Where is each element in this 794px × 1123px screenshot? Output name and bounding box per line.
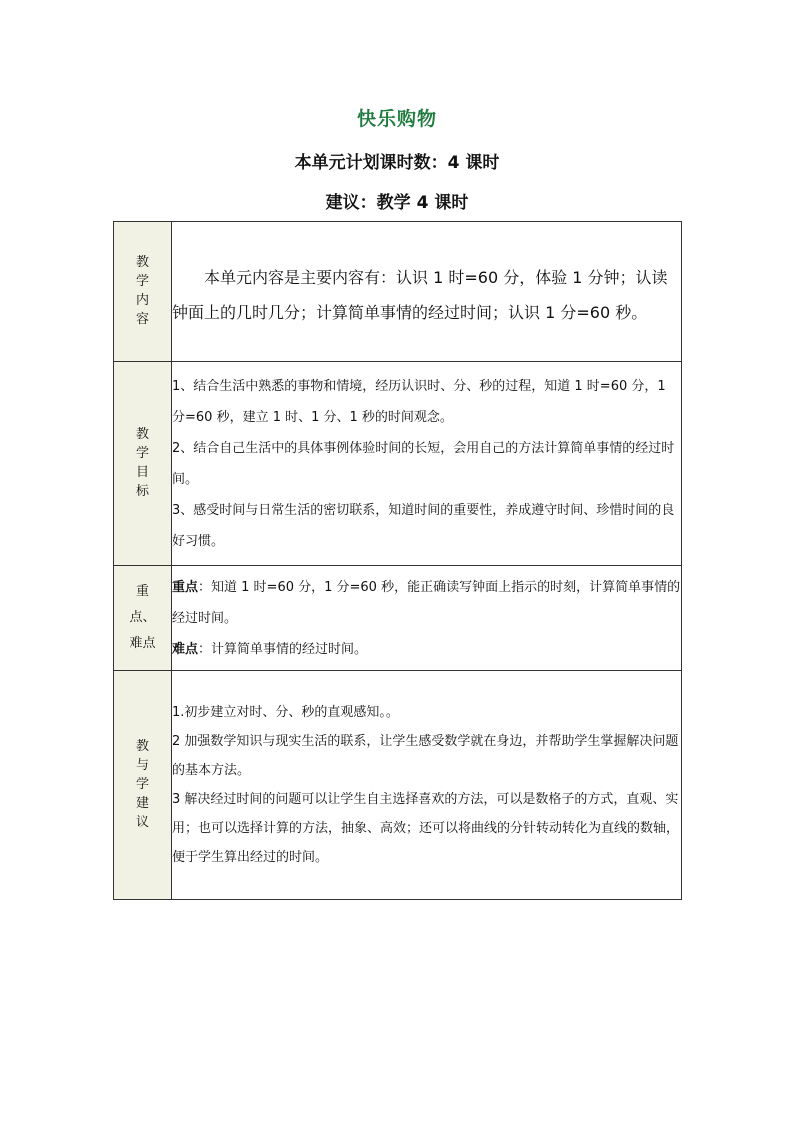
row-label-goals xyxy=(114,362,172,566)
key-point-line xyxy=(172,572,681,634)
content-paragraph: 本单元内容是主要内容有：认识 1 时=60 分，体验 1 分钟；认读钟面上的几时几分；计算简单事情的经过时间；认识 1 分=60 秒。 xyxy=(172,267,668,322)
suggested-hours-line: 建议：教学 4 课时 xyxy=(325,193,469,213)
difficulty-label: 难点 xyxy=(172,641,199,657)
row-body-goals xyxy=(172,362,682,566)
difficulty-line xyxy=(172,634,681,665)
goal-item: 3、感受时间与日常生活的密切联系，知道时间的重要性，养成遵守时间、珍惜时间的良好习惯。 xyxy=(172,502,675,549)
table-row-goals xyxy=(114,362,682,566)
label-text: 重点、难点 xyxy=(129,584,156,651)
document-title: 快乐购物 xyxy=(356,108,437,130)
suggestion-item: 1.初步建立对时、分、秒的直观感知。。 xyxy=(172,705,399,720)
label-text: 教学内容 xyxy=(135,254,149,327)
row-label-keypoints xyxy=(114,566,172,671)
table-row-keypoints xyxy=(114,566,682,671)
label-text: 教与学建议 xyxy=(135,738,149,830)
label-text: 教学目标 xyxy=(135,426,149,499)
row-body-keypoints xyxy=(172,566,682,671)
key-point-text: ：知道 1 时=60 分，1 分=60 秒，能正确读写钟面上指示的时刻，计算简单事情的经过时间。 xyxy=(172,579,681,626)
suggestion-item: 3 解决经过时间的问题可以让学生自主选择喜欢的方法，可以是数格子的方式，直观、实用；也可以选择计算的方法，抽象、高效；还可以将曲线的分针转动转化为直线的数轴，便于学生算出经过的时间。 xyxy=(172,792,680,865)
table-row-content xyxy=(114,222,682,362)
lesson-plan-table xyxy=(113,221,682,900)
row-body-content xyxy=(172,222,682,362)
row-label-suggestions xyxy=(114,671,172,900)
table-row-suggestions xyxy=(114,671,682,900)
row-label-content xyxy=(114,222,172,362)
suggestion-item: 2 加强数学知识与现实生活的联系，让学生感受数学就在身边，并帮助学生掌握解决问题的基本方法。 xyxy=(172,734,679,778)
goal-item: 2、结合自己生活中的具体事例体验时间的长短，会用自己的方法计算简单事情的经过时间。 xyxy=(172,440,675,487)
row-body-suggestions xyxy=(172,671,682,900)
difficulty-text: ：计算简单事情的经过时间。 xyxy=(198,641,368,657)
goal-item: 1、结合生活中熟悉的事物和情境，经历认识时、分、秒的过程，知道 1 时=60 分，1 分=60 秒，建立 1 时、1 分、1 秒的时间观念。 xyxy=(172,378,666,425)
planned-hours-line: 本单元计划课时数：4 课时 xyxy=(294,153,500,173)
key-point-label: 重点 xyxy=(172,579,199,595)
